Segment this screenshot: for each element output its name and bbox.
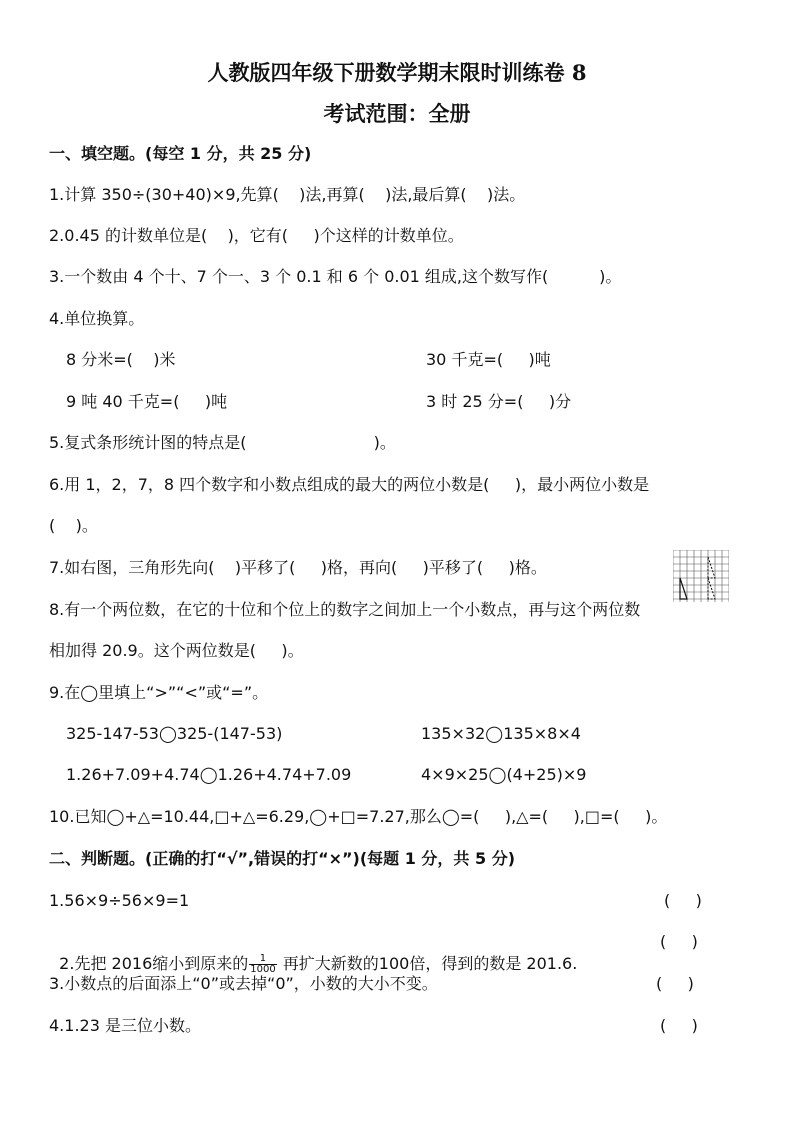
translation-grid-figure [673,550,729,602]
page-subtitle: 考试范围：全册 [323,101,471,126]
question-9b: 135×32◯135×8×4 [421,724,581,743]
question-4c: 9 吨 40 千克=( )吨 [66,392,228,411]
judge-2 [49,931,577,975]
page-title: 人教版四年级下册数学期末限时训练卷 8 [207,60,587,85]
judge-4-answer: ( ) [660,1016,698,1035]
question-3: 3.一个数由 4 个十、7 个一、3 个 0.1 和 6 个 0.01 组成,这个数写作( )。 [49,267,622,286]
question-6-line1: 6.用 1，2，7，8 四个数字和小数点组成的最大的两位小数是( )，最小两位小数是 [49,475,650,494]
question-4: 4.单位换算。 [49,309,145,328]
triangle-moved-2 [708,578,715,599]
fraction [249,954,276,975]
question-8-line2: 相加得 20.9。这个两位数是( )。 [49,641,304,660]
judge-1-answer: ( ) [664,891,702,910]
question-5: 5.复式条形统计图的特点是( )。 [49,433,396,452]
judge-3: 3.小数点的后面添上“0”或去掉“0”，小数的大小不变。 [49,974,438,993]
judge-2-text-after: 再扩大新数的100倍，得到的数是 201.6. [277,954,578,973]
fraction-denominator: 1000 [250,964,276,975]
triangle-original [680,578,687,599]
judge-2-text-before: 2.先把 2016缩小到原来的 [59,954,249,973]
question-8-line1: 8.有一个两位数，在它的十位和个位上的数字之间加上一个小数点，再与这个两位数 [49,600,641,619]
question-1: 1.计算 350÷(30+40)×9,先算( )法,再算( )法,最后算( )法。 [49,185,526,204]
triangle-moved [708,557,715,578]
question-9: 9.在◯里填上“>”“<”或“=”。 [49,683,269,702]
fraction-numerator: 1 [249,954,276,965]
judge-4: 4.1.23 是三位小数。 [49,1016,201,1035]
section1-heading: 一、填空题。(每空 1 分，共 25 分) [49,144,312,163]
question-9c: 1.26+7.09+4.74◯1.26+4.74+7.09 [66,765,352,784]
question-4a: 8 分米=( )米 [66,350,176,369]
question-9a: 325-147-53◯325-(147-53) [66,724,283,743]
section2-heading: 二、判断题。(正确的打“√”,错误的打“×”)(每题 1 分，共 5 分) [49,849,516,868]
question-2: 2.0.45 的计数单位是( )，它有( )个这样的计数单位。 [49,226,464,245]
judge-3-answer: ( ) [656,974,694,993]
question-6-line2: ( )。 [49,516,98,535]
question-10: 10.已知◯+△=10.44,□+△=6.29,◯+□=7.27,那么◯=( ),△=( ),□=( )。 [49,807,668,826]
question-4b: 30 千克=( )吨 [426,350,551,369]
judge-2-answer: ( ) [660,932,698,951]
question-7: 7.如右图，三角形先向( )平移了( )格，再向( )平移了( )格。 [49,558,547,577]
question-4d: 3 时 25 分=( )分 [426,392,572,411]
question-9d: 4×9×25◯(4+25)×9 [421,765,587,784]
judge-1: 1.56×9÷56×9=1 [49,891,190,910]
